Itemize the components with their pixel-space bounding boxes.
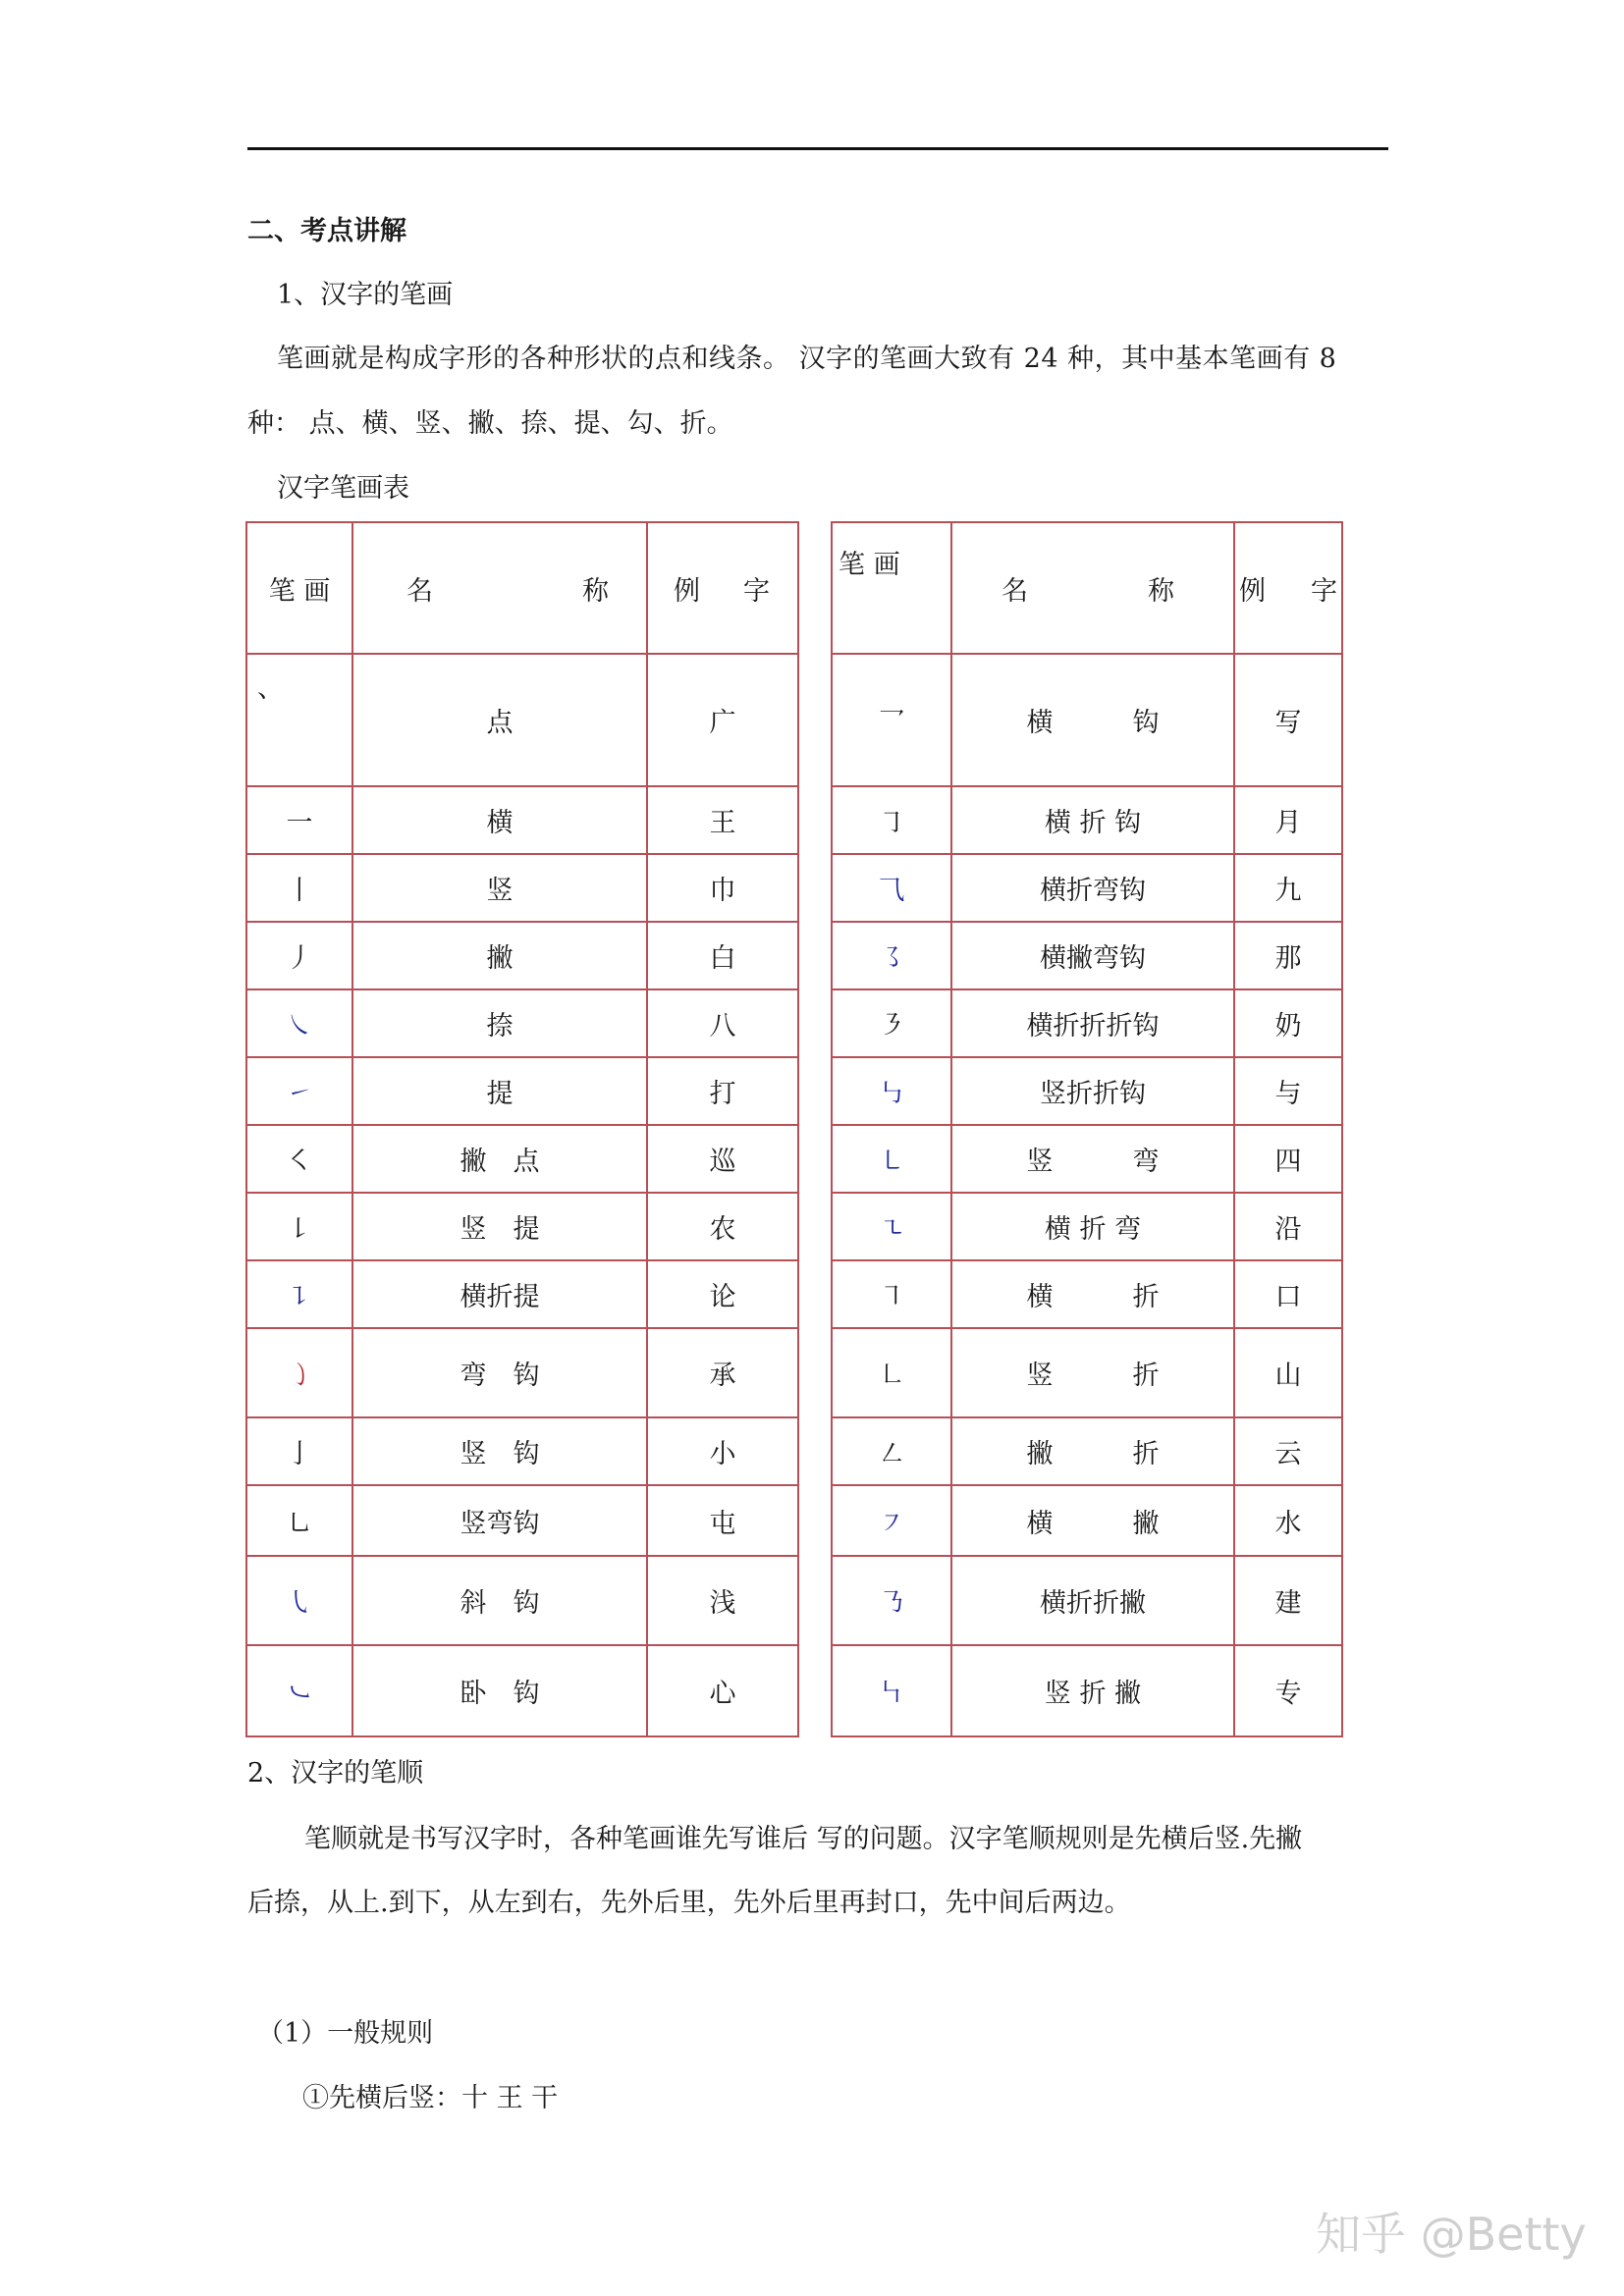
stroke-name-right: 横折折折钩 [951, 989, 1234, 1057]
subsection-title-stroke-order: 2、汉字的笔顺 [247, 1758, 424, 1789]
stroke-name-left: 横 [352, 786, 647, 854]
stroke-example-left: 八 [647, 989, 798, 1057]
table-row [246, 654, 1342, 786]
stroke-symbol-left: ㇀ [246, 1057, 352, 1125]
stroke-name-left: 横折提 [352, 1260, 647, 1328]
watermark: 知乎 @Betty [1316, 2208, 1587, 2261]
stroke-symbol-right: ㇕ [832, 1260, 951, 1328]
stroke-name-left: 撇 [352, 922, 647, 989]
paragraph-order-line1: 笔顺就是书写汉字时，各种笔画谁先写谁后 写的问题。汉字笔顺规则是先横后竖.先撇 [304, 1824, 1303, 1854]
header-example-right: 例 字 [1234, 522, 1342, 654]
rule-heading: （1）一般规则 [257, 2018, 434, 2049]
stroke-example-right: 奶 [1234, 989, 1342, 1057]
stroke-symbol-right: ㇄ [832, 1125, 951, 1193]
stroke-symbol-left: 亅 [246, 1417, 352, 1485]
stroke-example-left: 论 [647, 1260, 798, 1328]
stroke-name-left: 竖 [352, 854, 647, 922]
stroke-name-left: 捺 [352, 989, 647, 1057]
stroke-name-right: 横 折 钩 [951, 786, 1234, 854]
stroke-name-right: 横折弯钩 [951, 854, 1234, 922]
stroke-symbol-right: ㇉ [832, 1057, 951, 1125]
table-row [246, 1556, 1342, 1645]
stroke-symbol-right: ㇌ [832, 922, 951, 989]
top-rule [247, 147, 1388, 150]
table-row [246, 1328, 1342, 1417]
stroke-name-left: 提 [352, 1057, 647, 1125]
stroke-name-right: 竖 折 撇 [951, 1645, 1234, 1736]
stroke-symbol-left: ㇏ [246, 989, 352, 1057]
stroke-example-right: 山 [1234, 1328, 1342, 1417]
table-header-row [246, 522, 1342, 654]
stroke-name-left: 斜 钩 [352, 1556, 647, 1645]
table-gap [798, 522, 832, 1736]
stroke-example-left: 广 [647, 654, 798, 786]
table-row [246, 1417, 1342, 1485]
table-caption: 汉字笔画表 [277, 473, 409, 504]
stroke-symbol-right: ㇇ [832, 1485, 951, 1556]
stroke-name-left: 竖弯钩 [352, 1485, 647, 1556]
stroke-name-right: 横 撇 [951, 1485, 1234, 1556]
stroke-name-right: 横折折撇 [951, 1556, 1234, 1645]
stroke-name-left: 竖 钩 [352, 1417, 647, 1485]
stroke-example-right: 九 [1234, 854, 1342, 922]
stroke-example-left: 屯 [647, 1485, 798, 1556]
stroke-example-right: 那 [1234, 922, 1342, 989]
stroke-name-left: 点 [352, 654, 647, 786]
stroke-symbol-right: ㇜ [832, 1417, 951, 1485]
stroke-name-right: 竖 弯 [951, 1125, 1234, 1193]
table-row [246, 1193, 1342, 1260]
stroke-name-right: 竖 折 [951, 1328, 1234, 1417]
stroke-example-right: 月 [1234, 786, 1342, 854]
stroke-name-right: 横 折 弯 [951, 1193, 1234, 1260]
table-row [246, 1125, 1342, 1193]
header-name-right: 名 称 [951, 522, 1234, 654]
stroke-example-right: 写 [1234, 654, 1342, 786]
stroke-name-left: 撇 点 [352, 1125, 647, 1193]
stroke-example-right: 沿 [1234, 1193, 1342, 1260]
stroke-name-left: 卧 钩 [352, 1645, 647, 1736]
stroke-name-right: 横撇弯钩 [951, 922, 1234, 989]
header-name-left: 名 称 [352, 522, 647, 654]
stroke-name-right: 撇 折 [951, 1417, 1234, 1485]
table-row [246, 1485, 1342, 1556]
header-stroke-left: 笔 画 [246, 522, 352, 654]
stroke-example-left: 心 [647, 1645, 798, 1736]
stroke-example-left: 巾 [647, 854, 798, 922]
table-row [246, 854, 1342, 922]
stroke-symbol-left: ㇁ [246, 1328, 352, 1417]
stroke-symbol-left: ㇊ [246, 1260, 352, 1328]
stroke-symbol-right: ㇋ [832, 989, 951, 1057]
header-stroke-right: 笔 画 [832, 522, 951, 654]
table-row [246, 1057, 1342, 1125]
stroke-example-right: 建 [1234, 1556, 1342, 1645]
stroke-example-right: 与 [1234, 1057, 1342, 1125]
stroke-example-right: 水 [1234, 1485, 1342, 1556]
stroke-example-left: 白 [647, 922, 798, 989]
stroke-symbol-left: 丨 [246, 854, 352, 922]
stroke-symbol-left: ㇟ [246, 1485, 352, 1556]
stroke-symbol-right: ㇗ [832, 1328, 951, 1417]
stroke-example-left: 农 [647, 1193, 798, 1260]
stroke-example-left: 打 [647, 1057, 798, 1125]
paragraph-strokes-line1: 笔画就是构成字形的各种形状的点和线条。 汉字的笔画大致有 24 种，其中基本笔画有 8 [277, 344, 1337, 374]
stroke-example-right: 四 [1234, 1125, 1342, 1193]
stroke-symbol-left: 、 [246, 654, 352, 786]
table-row [246, 922, 1342, 989]
stroke-symbol-left: ㇛ [246, 1125, 352, 1193]
paragraph-order-line2: 后捺，从上.到下，从左到右，先外后里，先外后里再封口，先中间后两边。 [247, 1888, 1131, 1918]
stroke-example-left: 承 [647, 1328, 798, 1417]
stroke-symbol-left: ㇃ [246, 1645, 352, 1736]
stroke-symbol-left: ㇙ [246, 1193, 352, 1260]
table-row [246, 1260, 1342, 1328]
stroke-name-right: 横 折 [951, 1260, 1234, 1328]
stroke-symbol-right: 乛 [832, 654, 951, 786]
paragraph-strokes-line2: 种： 点、横、竖、撇、捺、提、勾、折。 [247, 408, 733, 439]
header-example-left: 例 字 [647, 522, 798, 654]
stroke-symbol-right: ㇆ [832, 786, 951, 854]
table-row [246, 786, 1342, 854]
subsection-title-strokes: 1、汉字的笔画 [277, 280, 454, 310]
stroke-name-right: 竖折折钩 [951, 1057, 1234, 1125]
stroke-example-left: 巡 [647, 1125, 798, 1193]
stroke-symbol-left: ㇂ [246, 1556, 352, 1645]
stroke-symbol-right: ㇡ [832, 1556, 951, 1645]
stroke-name-left: 竖 提 [352, 1193, 647, 1260]
stroke-name-right: 横 钩 [951, 654, 1234, 786]
stroke-symbol-right: ⺄ [832, 854, 951, 922]
stroke-symbol-left: 一 [246, 786, 352, 854]
table-row [246, 1645, 1342, 1736]
stroke-example-left: 小 [647, 1417, 798, 1485]
stroke-example-right: 口 [1234, 1260, 1342, 1328]
table-row [246, 989, 1342, 1057]
section-title: 二、考点讲解 [247, 216, 406, 246]
stroke-example-right: 云 [1234, 1417, 1342, 1485]
stroke-symbol-right: ㇞ [832, 1645, 951, 1736]
stroke-example-left: 王 [647, 786, 798, 854]
rule-item: ①先横后竖：十 王 干 [302, 2083, 559, 2113]
stroke-name-left: 弯 钩 [352, 1328, 647, 1417]
stroke-symbol-right: ㇍ [832, 1193, 951, 1260]
stroke-example-right: 专 [1234, 1645, 1342, 1736]
stroke-example-left: 浅 [647, 1556, 798, 1645]
stroke-table [245, 521, 1343, 1737]
stroke-symbol-left: 丿 [246, 922, 352, 989]
